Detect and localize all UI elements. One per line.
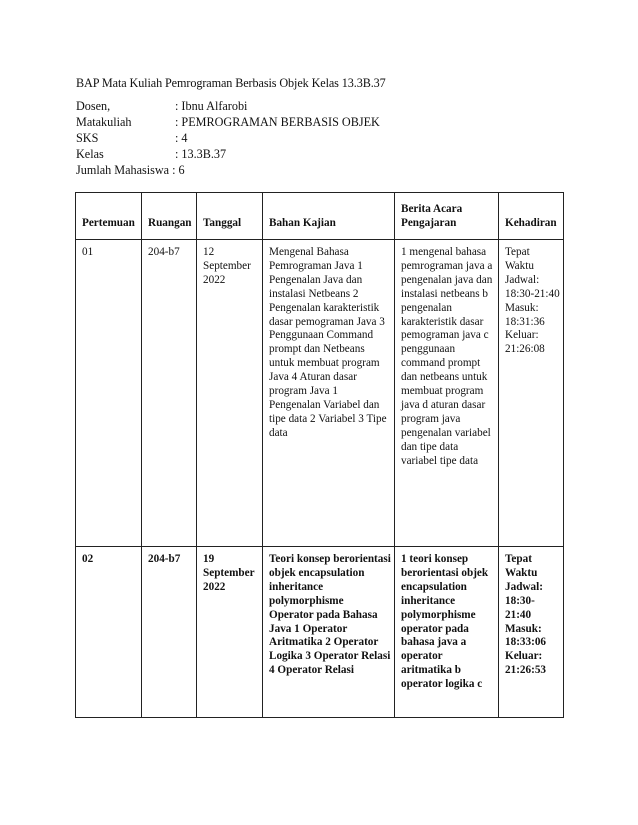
header-bahan-kajian: Bahan Kajian — [263, 193, 395, 240]
meta-value: : 6 — [172, 163, 185, 177]
header-tanggal: Tanggal — [197, 193, 263, 240]
header-berita-acara: Berita Acara Pengajaran — [395, 193, 499, 240]
meta-label: Matakuliah — [76, 115, 132, 129]
cell-tanggal: 12 September 2022 — [197, 240, 263, 547]
cell-pertemuan: 01 — [76, 240, 142, 547]
cell-bahan-kajian: Mengenal Bahasa Pemrograman Java 1 Pengenalan Java dan instalasi Netbeans 2 Pengenalan karakteristik dasar pemograman Java 3 Penggunaan Command prompt dan Netbeans untuk membuat program Java 4 Aturan dasar program Java 1 Pengenalan Variabel dan tipe data 2 Variabel 3 Tipe data — [263, 240, 395, 547]
meta-label: Jumlah Mahasiswa — [76, 163, 170, 177]
meta-label: Dosen, — [76, 99, 111, 113]
meta-row-matakuliah — [76, 114, 380, 130]
meta-row-dosen — [76, 98, 380, 114]
cell-berita-acara: 1 mengenal bahasa pemrograman java a pengenalan java dan instalasi netbeans b pengenalan karakteristik dasar pemograman java c penggunaan command prompt dan netbeans untuk membuat program java d aturan dasar program java pengenalan variabel dan tipe data variabel tipe data — [395, 240, 499, 547]
bap-table — [75, 192, 564, 718]
cell-ruangan: 204-b7 — [142, 547, 197, 718]
cell-kehadiran: Tepat Waktu Jadwal: 18:30-21:40 Masuk: 18:31:36 Keluar: 21:26:08 — [499, 240, 564, 547]
cell-pertemuan: 02 — [76, 547, 142, 718]
cell-bahan-kajian: Teori konsep berorientasi objek encapsulation inheritance polymorphisme Operator pada Bahasa Java 1 Operator Aritmatika 2 Operator Logika 3 Operator Relasi 4 Operator Relasi — [263, 547, 395, 718]
meta-label: Kelas — [76, 147, 104, 161]
meta-value: : 4 — [175, 131, 188, 145]
document-title: BAP Mata Kuliah Pemrograman Berbasis Objek Kelas 13.3B.37 — [76, 76, 386, 90]
cell-tanggal: 19 September 2022 — [197, 547, 263, 718]
table-header-row — [76, 193, 564, 240]
table-row — [76, 547, 564, 718]
meta-value: : Ibnu Alfarobi — [175, 99, 248, 113]
meta-value: : PEMROGRAMAN BERBASIS OBJEK — [175, 115, 380, 129]
cell-berita-acara: 1 teori konsep berorientasi objek encapsulation inheritance polymorphisme operator pada bahasa java a operator aritmatika b operator logika c — [395, 547, 499, 718]
header-ruangan: Ruangan — [142, 193, 197, 240]
meta-row-jumlah-mahasiswa — [76, 162, 380, 178]
header-kehadiran: Kehadiran — [499, 193, 564, 240]
meta-label: SKS — [76, 131, 99, 145]
document-meta — [76, 98, 380, 178]
table-row — [76, 240, 564, 547]
header-pertemuan: Pertemuan — [76, 193, 142, 240]
cell-ruangan: 204-b7 — [142, 240, 197, 547]
meta-row-sks — [76, 130, 380, 146]
meta-row-kelas — [76, 146, 380, 162]
cell-kehadiran: Tepat Waktu Jadwal: 18:30-21:40 Masuk: 18:33:06 Keluar: 21:26:53 — [499, 547, 564, 718]
meta-value: : 13.3B.37 — [175, 147, 227, 161]
